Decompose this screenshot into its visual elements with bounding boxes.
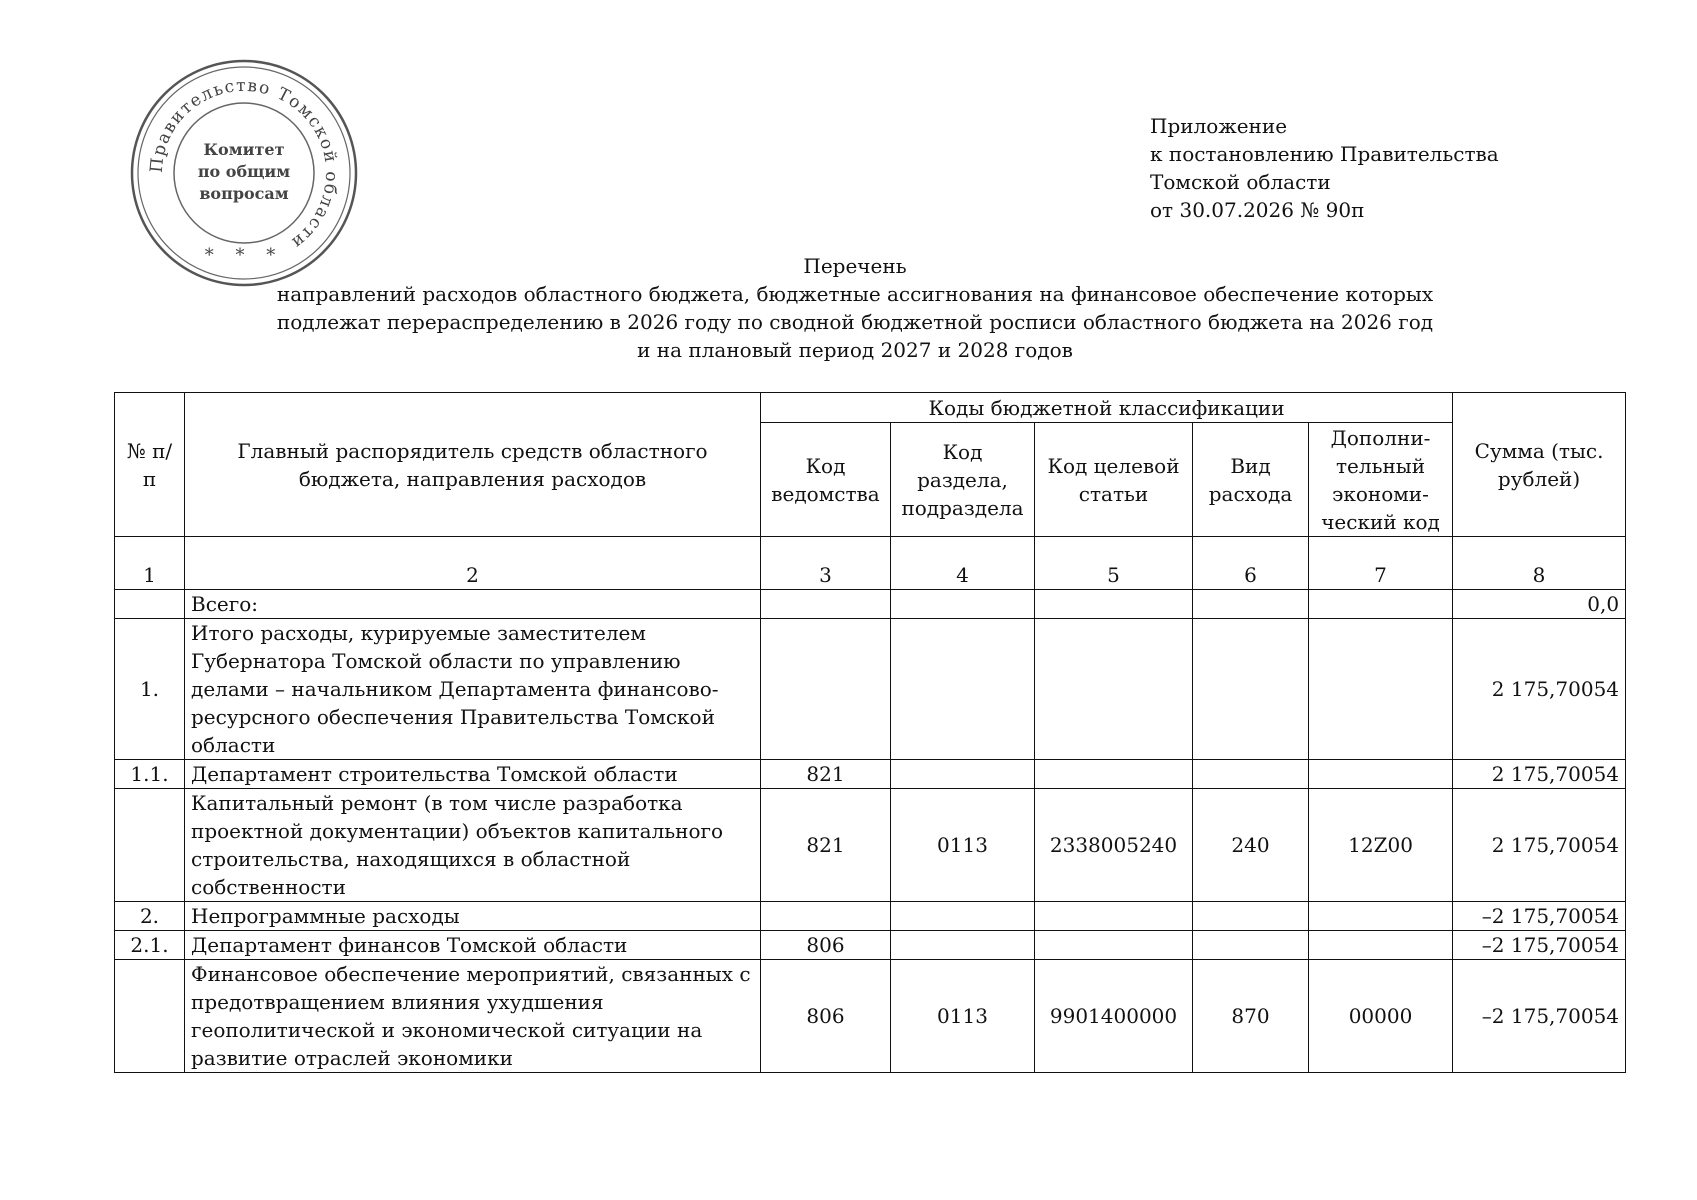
row-kind-code xyxy=(1193,619,1309,760)
header-no: № п/п xyxy=(115,393,185,537)
table-row xyxy=(115,902,1626,931)
row-target-code xyxy=(1035,590,1193,619)
column-number: 5 xyxy=(1035,537,1193,590)
row-target-code: 9901400000 xyxy=(1035,960,1193,1073)
row-dept-code xyxy=(761,619,891,760)
document-title xyxy=(230,252,1480,364)
row-section-code xyxy=(891,931,1035,960)
header-name: Главный распорядитель средств областного бюджета, направления расходов xyxy=(185,393,761,537)
column-numbers-row xyxy=(115,537,1626,590)
title-line-4: и на плановый период 2027 и 2028 годов xyxy=(637,338,1073,362)
row-section-code xyxy=(891,619,1035,760)
row-extra-code xyxy=(1309,590,1453,619)
row-extra-code xyxy=(1309,619,1453,760)
header-dept-code: Код ведомства xyxy=(761,423,891,537)
header-section-code: Код раздела, подраздела xyxy=(891,423,1035,537)
row-name: Всего: xyxy=(185,590,761,619)
stamp-center-line-2: по общим xyxy=(197,162,291,181)
table-row xyxy=(115,619,1626,760)
column-number: 6 xyxy=(1193,537,1309,590)
stamp-ring-text: Правительство Томской области xyxy=(146,75,342,254)
row-dept-code: 821 xyxy=(761,789,891,902)
row-sum: –2 175,70054 xyxy=(1453,902,1626,931)
row-kind-code xyxy=(1193,590,1309,619)
row-extra-code: 12Z00 xyxy=(1309,789,1453,902)
row-kind-code xyxy=(1193,931,1309,960)
appendix-line-3: Томской области xyxy=(1150,170,1331,194)
row-section-code xyxy=(891,760,1035,789)
title-line-2: направлений расходов областного бюджета, бюджетные ассигнования на финансовое обеспечение которых xyxy=(276,282,1434,306)
column-number: 8 xyxy=(1453,537,1626,590)
row-sum: 2 175,70054 xyxy=(1453,789,1626,902)
header-sum: Сумма (тыс. рублей) xyxy=(1453,393,1626,537)
header-kind-code: Вид расхода xyxy=(1193,423,1309,537)
row-section-code xyxy=(891,902,1035,931)
row-no: 2. xyxy=(115,902,185,931)
row-section-code: 0113 xyxy=(891,960,1035,1073)
stamp-center-line-3: вопросам xyxy=(199,184,289,203)
row-dept-code xyxy=(761,590,891,619)
row-sum: –2 175,70054 xyxy=(1453,931,1626,960)
title-line-3: подлежат перераспределению в 2026 году по сводной бюджетной росписи областного бюджета на 2026 год xyxy=(276,310,1434,334)
budget-table xyxy=(114,392,1626,1073)
row-name: Финансовое обеспечение мероприятий, связанных с предотвращением влияния ухудшения геополитической и экономической ситуации на развитие отраслей экономики xyxy=(185,960,761,1073)
stamp-center-line-1: Комитет xyxy=(203,140,285,159)
header-target-code: Код целевой статьи xyxy=(1035,423,1193,537)
row-extra-code xyxy=(1309,902,1453,931)
appendix-line-1: Приложение xyxy=(1150,114,1288,138)
title-line-1: Перечень xyxy=(803,254,907,278)
stamp-stars: * * * xyxy=(204,245,284,266)
column-number: 1 xyxy=(115,537,185,590)
row-extra-code: 00000 xyxy=(1309,960,1453,1073)
row-target-code xyxy=(1035,619,1193,760)
row-section-code xyxy=(891,590,1035,619)
row-dept-code: 806 xyxy=(761,931,891,960)
row-target-code xyxy=(1035,931,1193,960)
header-extra-code: Дополни-тельный экономи-ческий код xyxy=(1309,423,1453,537)
header-codes-group: Коды бюджетной классификации xyxy=(761,393,1453,423)
table-row xyxy=(115,931,1626,960)
row-name: Департамент строительства Томской области xyxy=(185,760,761,789)
row-kind-code: 240 xyxy=(1193,789,1309,902)
row-no xyxy=(115,590,185,619)
row-target-code xyxy=(1035,902,1193,931)
table-row xyxy=(115,789,1626,902)
row-no: 1.1. xyxy=(115,760,185,789)
row-kind-code xyxy=(1193,902,1309,931)
column-number: 7 xyxy=(1309,537,1453,590)
row-sum: 0,0 xyxy=(1453,590,1626,619)
appendix-line-2: к постановлению Правительства xyxy=(1150,142,1499,166)
row-target-code xyxy=(1035,760,1193,789)
row-kind-code: 870 xyxy=(1193,960,1309,1073)
row-section-code: 0113 xyxy=(891,789,1035,902)
row-extra-code xyxy=(1309,760,1453,789)
table-row-total xyxy=(115,590,1626,619)
appendix-line-4: от 30.07.2026 № 90п xyxy=(1150,198,1365,222)
row-sum: 2 175,70054 xyxy=(1453,619,1626,760)
column-number: 2 xyxy=(185,537,761,590)
row-no xyxy=(115,960,185,1073)
appendix-block xyxy=(1150,112,1499,224)
row-target-code: 2338005240 xyxy=(1035,789,1193,902)
row-sum: –2 175,70054 xyxy=(1453,960,1626,1073)
row-kind-code xyxy=(1193,760,1309,789)
table-row xyxy=(115,760,1626,789)
row-name: Департамент финансов Томской области xyxy=(185,931,761,960)
row-dept-code xyxy=(761,902,891,931)
row-dept-code: 821 xyxy=(761,760,891,789)
row-no: 2.1. xyxy=(115,931,185,960)
row-dept-code: 806 xyxy=(761,960,891,1073)
row-name: Непрограммные расходы xyxy=(185,902,761,931)
row-name: Итого расходы, курируемые заместителем Губернатора Томской области по управлению делами – начальником Департамента финансово-ресурсного обеспечения Правительства Томской области xyxy=(185,619,761,760)
column-number: 3 xyxy=(761,537,891,590)
row-no: 1. xyxy=(115,619,185,760)
row-no xyxy=(115,789,185,902)
row-sum: 2 175,70054 xyxy=(1453,760,1626,789)
row-extra-code xyxy=(1309,931,1453,960)
column-number: 4 xyxy=(891,537,1035,590)
table-row xyxy=(115,960,1626,1073)
row-name: Капитальный ремонт (в том числе разработка проектной документации) объектов капитального строительства, находящихся в областной собственности xyxy=(185,789,761,902)
